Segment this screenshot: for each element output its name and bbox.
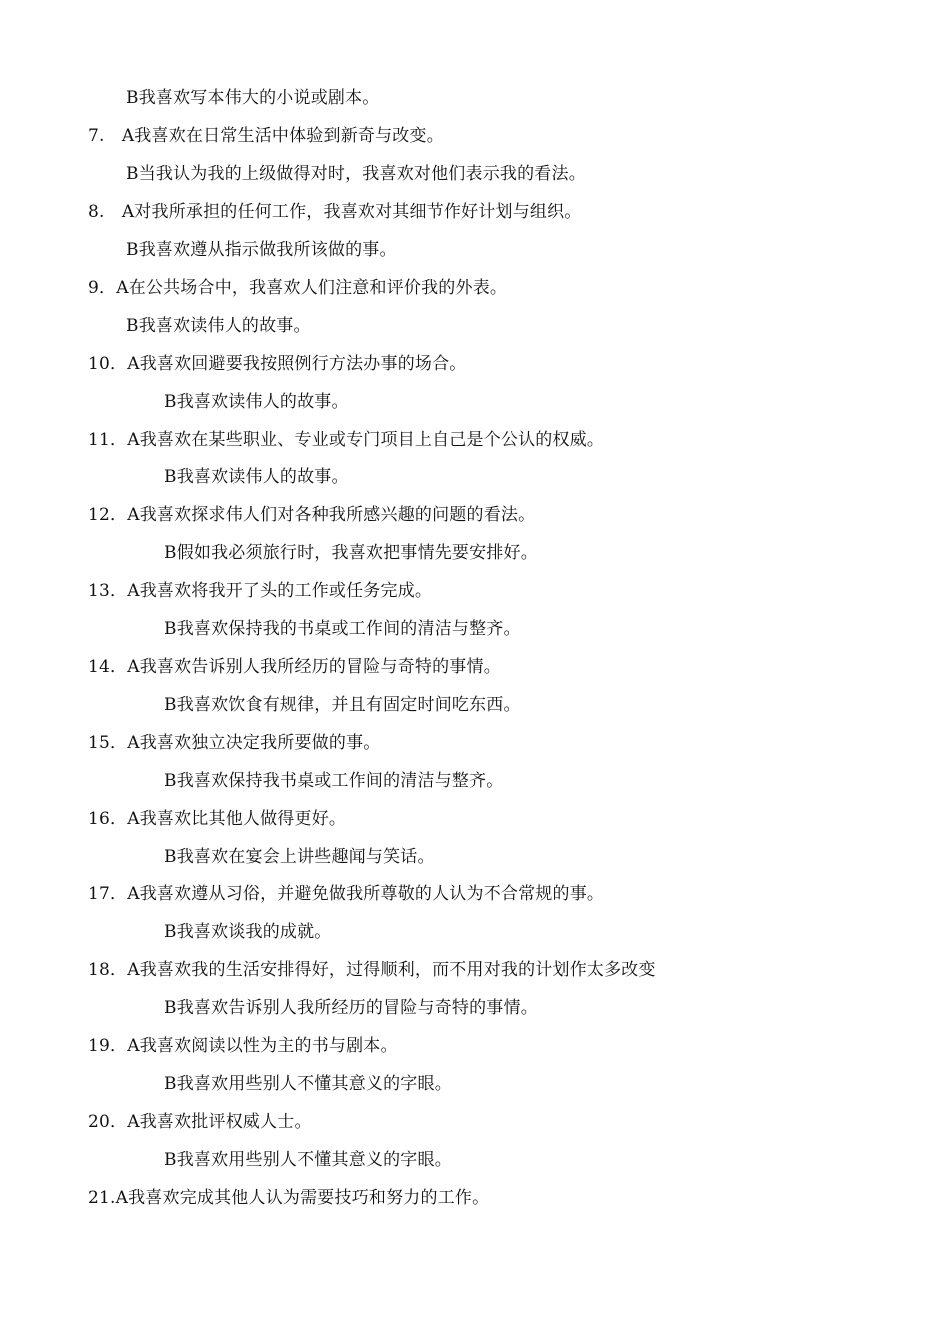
question-10-option-b: B我喜欢读伟人的故事。 — [164, 392, 349, 412]
question-16-option-b: B我喜欢在宴会上讲些趣闻与笑话。 — [164, 847, 435, 867]
question-18-option-a: 18．A我喜欢我的生活安排得好，过得顺利，而不用对我的计划作太多改变 — [88, 960, 656, 980]
question-20-option-b: B我喜欢用些别人不懂其意义的字眼。 — [164, 1150, 452, 1170]
option-b-6: B我喜欢写本伟大的小说或剧本。 — [126, 88, 380, 108]
question-9-option-b: B我喜欢读伟人的故事。 — [126, 316, 311, 336]
question-15-option-a: 15．A我喜欢独立决定我所要做的事。 — [88, 733, 381, 753]
question-19-option-a: 19．A我喜欢阅读以性为主的书与剧本。 — [88, 1036, 398, 1056]
question-7-option-b: B当我认为我的上级做得对时，我喜欢对他们表示我的看法。 — [126, 164, 586, 184]
question-12-option-b: B假如我必须旅行时，我喜欢把事情先要安排好。 — [164, 543, 538, 563]
question-10-option-a: 10．A我喜欢回避要我按照例行方法办事的场合。 — [88, 354, 467, 374]
question-11-option-b: B我喜欢读伟人的故事。 — [164, 467, 349, 487]
question-20-option-a: 20．A我喜欢批评权威人士。 — [88, 1112, 312, 1132]
question-17-option-a: 17．A我喜欢遵从习俗，并避免做我所尊敬的人认为不合常规的事。 — [88, 884, 605, 904]
question-15-option-b: B我喜欢保持我书桌或工作间的清洁与整齐。 — [164, 771, 504, 791]
question-17-option-b: B我喜欢谈我的成就。 — [164, 922, 332, 942]
question-21-option-a: 21.A我喜欢完成其他人认为需要技巧和努力的工作。 — [88, 1188, 490, 1208]
question-7-option-a: 7. A我喜欢在日常生活中体验到新奇与改变。 — [88, 126, 444, 146]
question-8-option-a: 8. A对我所承担的任何工作，我喜欢对其细节作好计划与组织。 — [88, 202, 582, 222]
question-11-option-a: 11．A我喜欢在某些职业、专业或专门项目上自己是个公认的权威。 — [88, 430, 605, 450]
question-13-option-a: 13．A我喜欢将我开了头的工作或任务完成。 — [88, 581, 433, 601]
question-13-option-b: B我喜欢保持我的书桌或工作间的清洁与整齐。 — [164, 619, 521, 639]
question-8-option-b: B我喜欢遵从指示做我所该做的事。 — [126, 240, 397, 260]
question-19-option-b: B我喜欢用些别人不懂其意义的字眼。 — [164, 1074, 452, 1094]
question-14-option-b: B我喜欢饮食有规律，并且有固定时间吃东西。 — [164, 695, 521, 715]
question-16-option-a: 16．A我喜欢比其他人做得更好。 — [88, 809, 347, 829]
question-9-option-a: 9．A在公共场合中，我喜欢人们注意和评价我的外表。 — [88, 278, 508, 298]
question-12-option-a: 12．A我喜欢探求伟人们对各种我所感兴趣的问题的看法。 — [88, 505, 536, 525]
question-18-option-b: B我喜欢告诉别人我所经历的冒险与奇特的事情。 — [164, 998, 538, 1018]
question-14-option-a: 14．A我喜欢告诉别人我所经历的冒险与奇特的事情。 — [88, 657, 501, 677]
